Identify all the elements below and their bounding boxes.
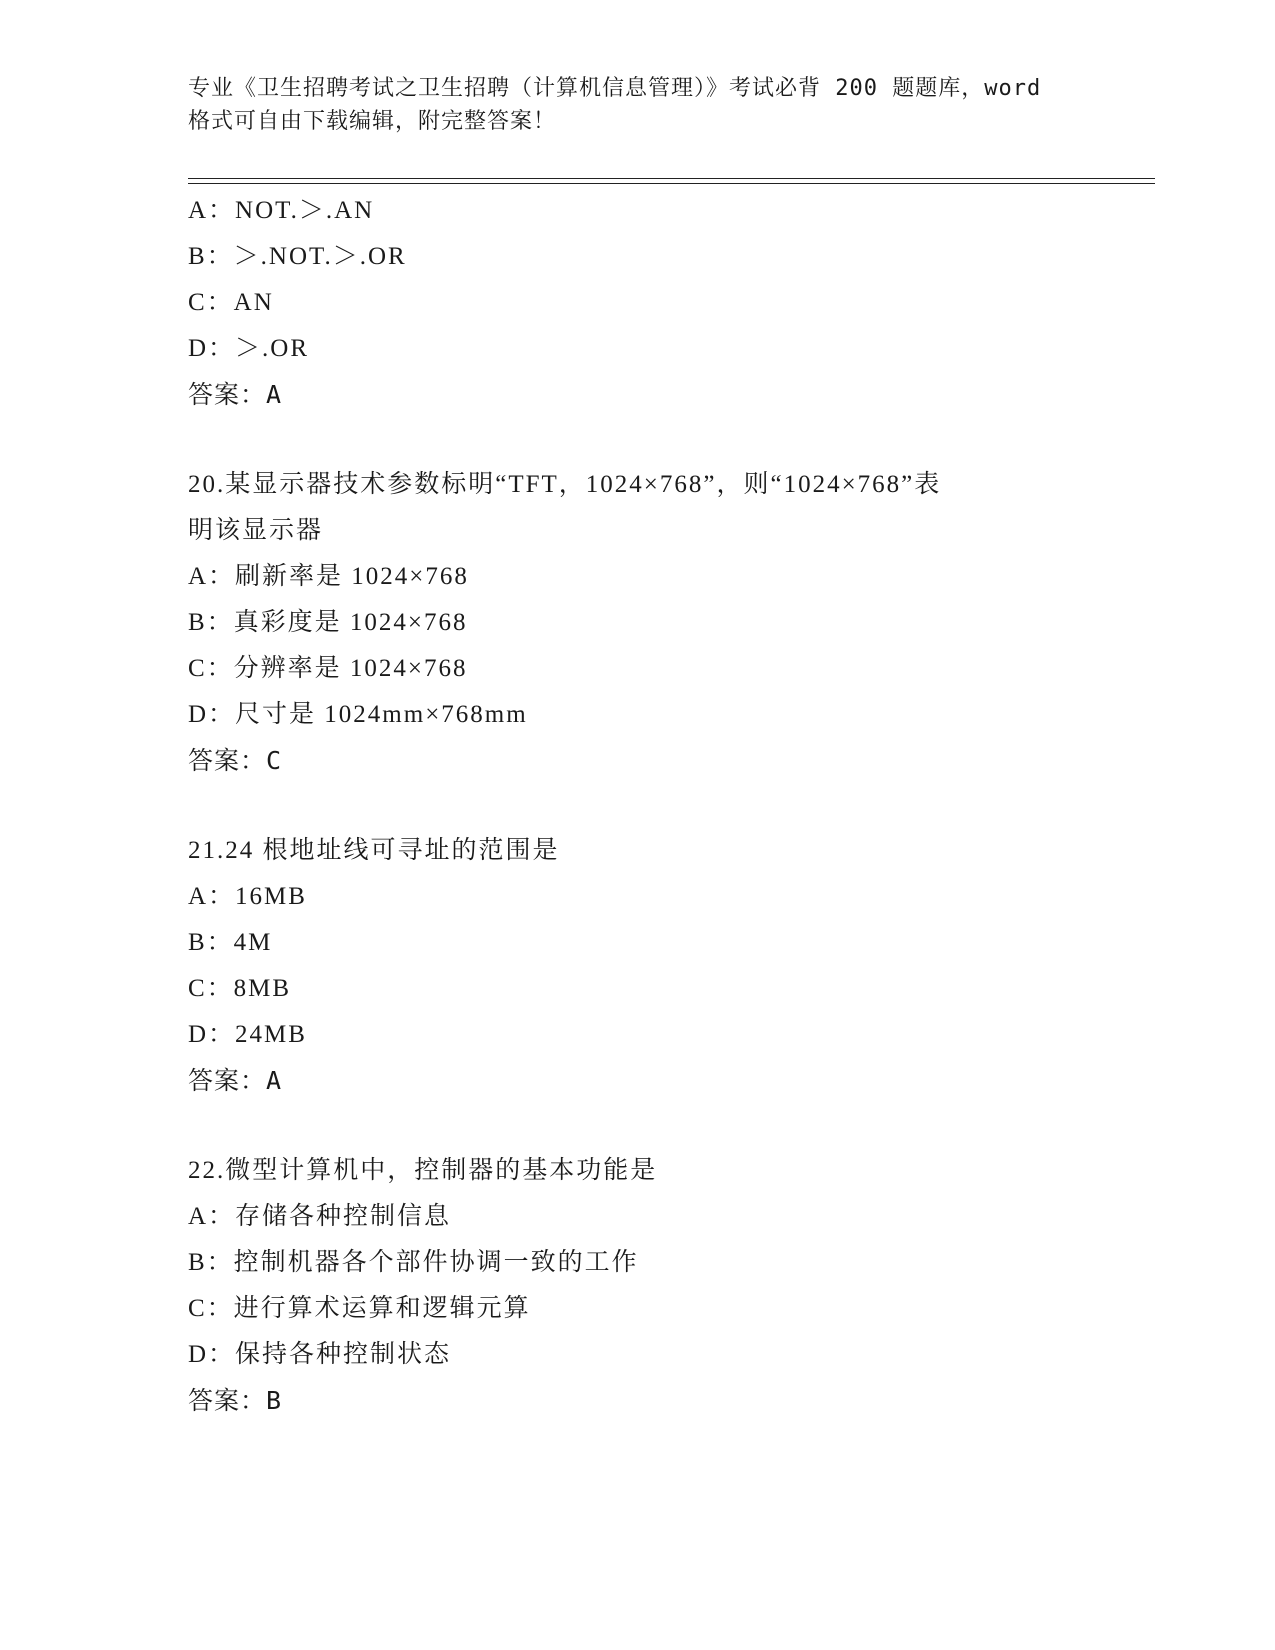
option-d: D：尺寸是 1024mm×768mm	[188, 701, 528, 728]
option-a: A：16MB	[188, 883, 307, 910]
header-divider-bottom	[188, 183, 1155, 184]
question-21	[188, 828, 1088, 1104]
question-20	[188, 462, 1088, 784]
answer: 答案：A	[188, 1066, 283, 1095]
header-line-2: 格式可自由下载编辑，附完整答案！	[188, 109, 557, 134]
option-a: A：存储各种控制信息	[188, 1203, 452, 1230]
question-text: 22.微型计算机中，控制器的基本功能是	[188, 1157, 658, 1184]
question-list	[188, 188, 1088, 1424]
option-c: C：AN	[188, 289, 274, 316]
option-d: D：保持各种控制状态	[188, 1341, 452, 1368]
option-d: D：24MB	[188, 1021, 307, 1048]
question-22	[188, 1148, 1088, 1424]
option-a: A：刷新率是 1024×768	[188, 563, 469, 590]
document-header	[188, 72, 1108, 138]
question-text-cont: 明该显示器	[188, 517, 324, 544]
option-b: B：4M	[188, 929, 273, 956]
answer: 答案：C	[188, 746, 283, 775]
option-c: C：进行算术运算和逻辑元算	[188, 1295, 531, 1322]
question-19-partial	[188, 188, 1088, 418]
header-divider-top	[188, 178, 1155, 179]
answer: 答案：B	[188, 1386, 283, 1415]
header-line-1: 专业《卫生招聘考试之卫生招聘（计算机信息管理）》考试必背 200 题题库，word	[188, 76, 1042, 101]
option-b: B：控制机器各个部件协调一致的工作	[188, 1249, 639, 1276]
option-b: B：＞.NOT.＞.OR	[188, 243, 407, 270]
option-c: C：8MB	[188, 975, 292, 1002]
question-text: 21.24 根地址线可寻址的范围是	[188, 837, 560, 864]
option-c: C：分辨率是 1024×768	[188, 655, 468, 682]
question-text: 20.某显示器技术参数标明“TFT，1024×768”，则“1024×768”表	[188, 471, 942, 498]
option-a: A：NOT.＞.AN	[188, 197, 375, 224]
option-b: B：真彩度是 1024×768	[188, 609, 468, 636]
answer: 答案：A	[188, 380, 283, 409]
option-d: D：＞.OR	[188, 335, 310, 362]
